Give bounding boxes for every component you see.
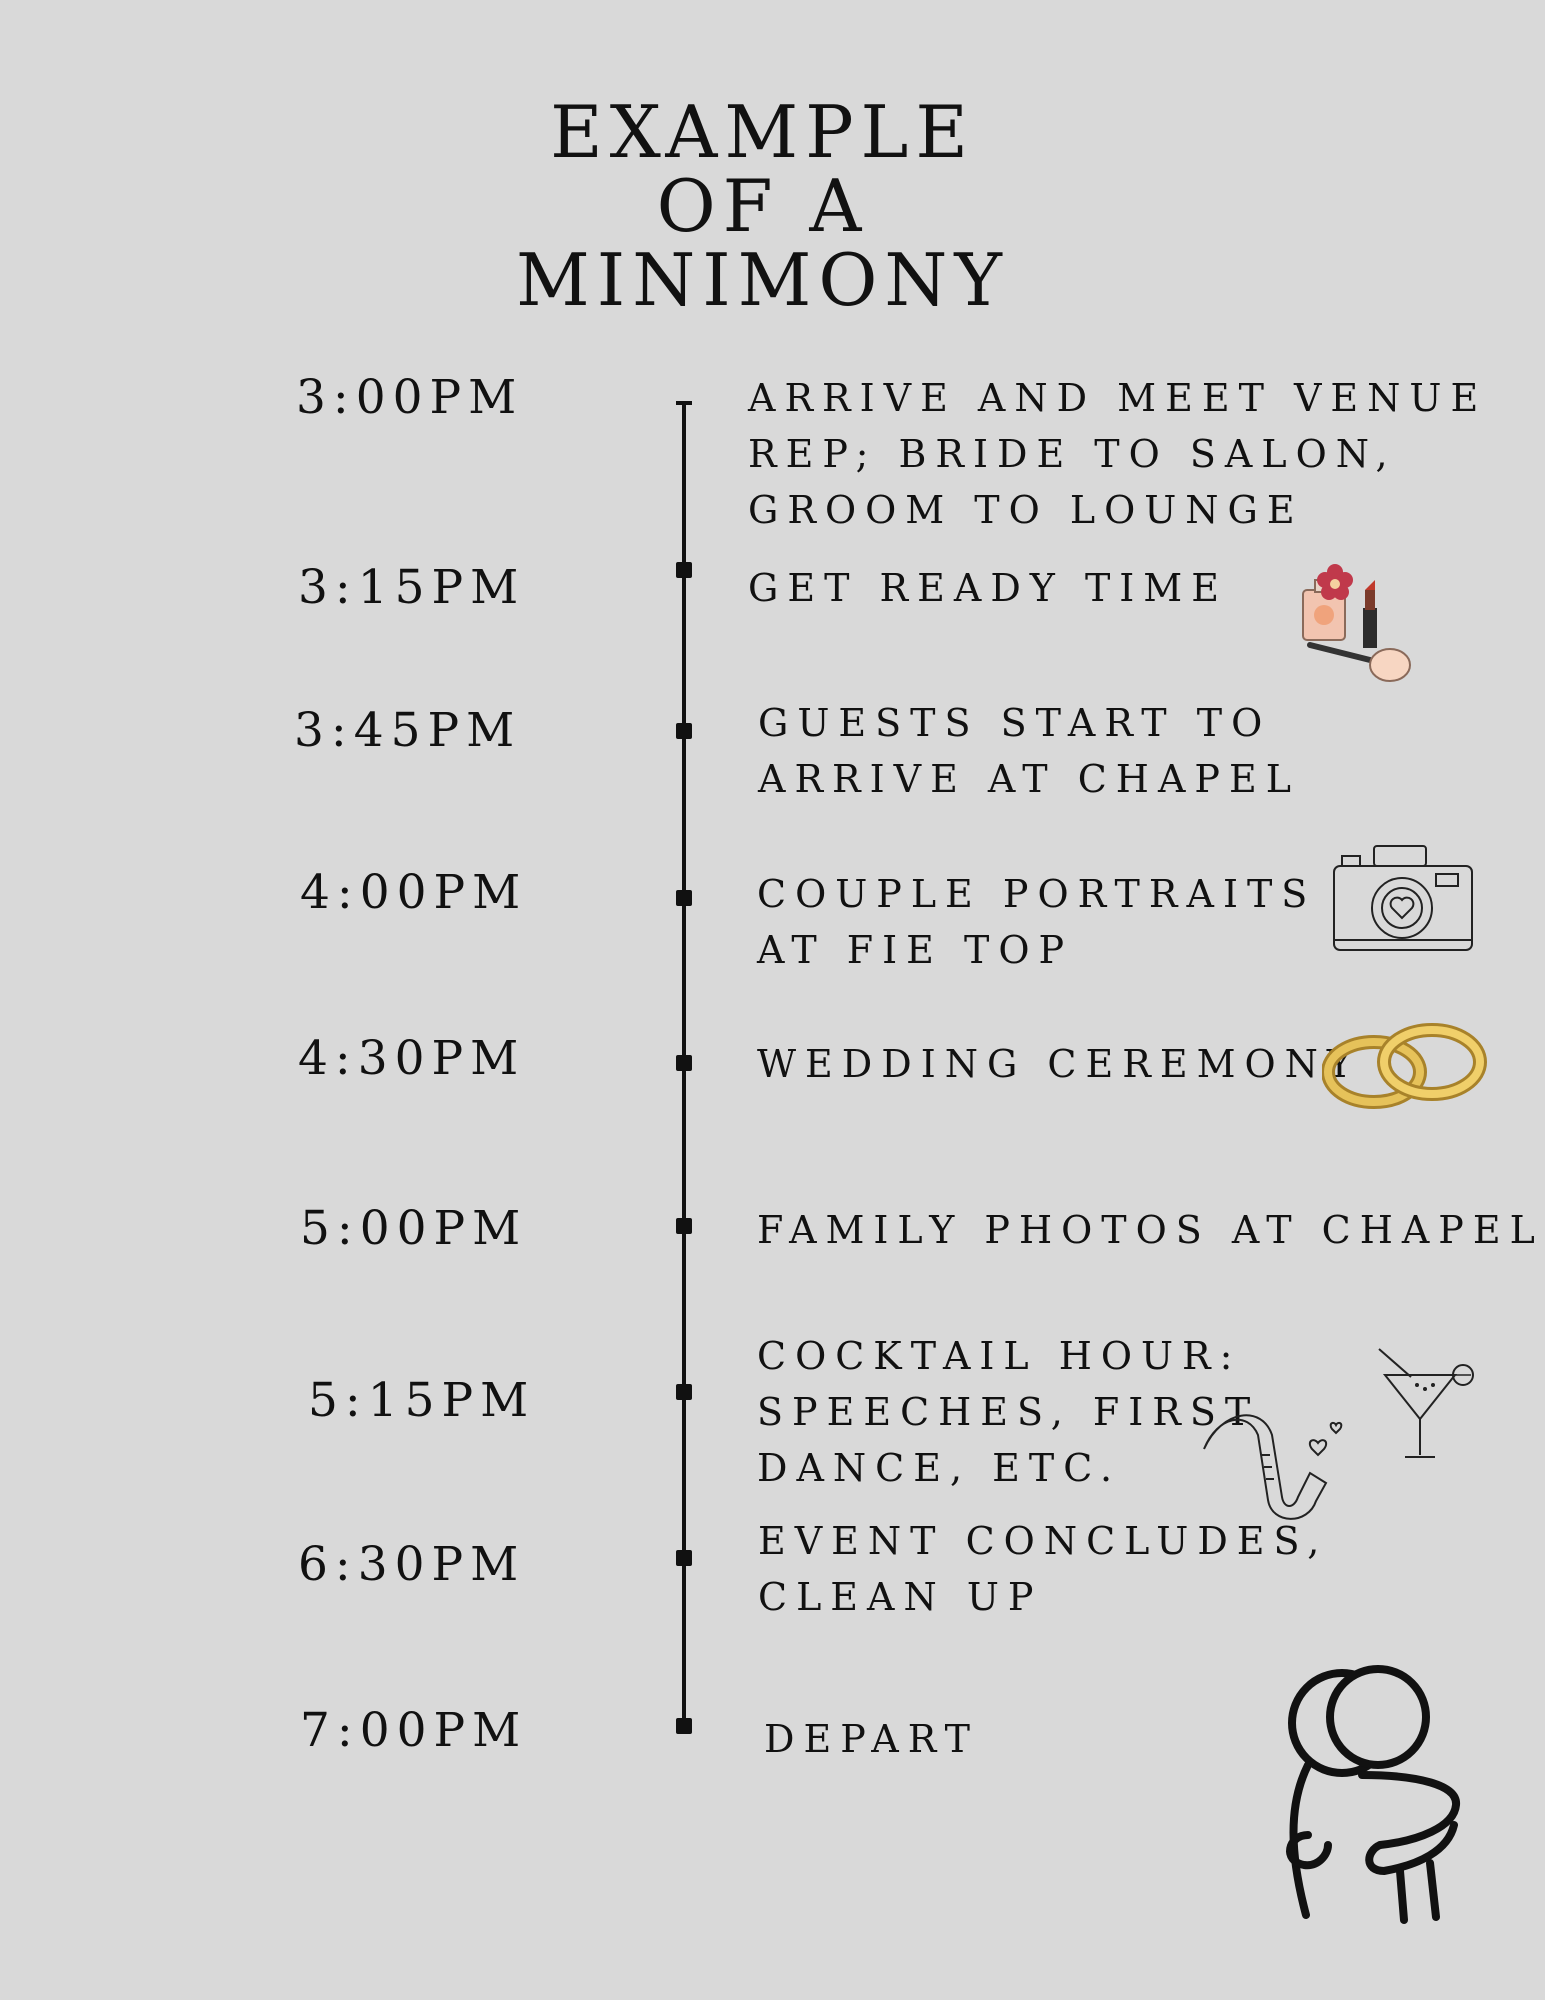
camera-icon (1332, 842, 1474, 954)
event-description (757, 1328, 1259, 1496)
event-line: COUPLE PORTRAITS (757, 872, 1317, 916)
timeline-node (676, 1550, 692, 1566)
event-line: CLEAN UP (758, 1575, 1043, 1619)
timeline-node (676, 1384, 692, 1400)
event-line: EVENT CONCLUDES, (758, 1519, 1329, 1563)
timeline-node (676, 890, 692, 906)
event-description (764, 1711, 979, 1767)
timeline-node (676, 562, 692, 578)
event-line: ARRIVE AT CHAPEL (758, 757, 1300, 801)
title-line-1: EXAMPLE (550, 90, 975, 174)
event-line: DANCE, ETC. (757, 1446, 1122, 1490)
title-line-2: OF A (656, 164, 869, 248)
event-description (757, 866, 1316, 978)
event-line: COCKTAIL HOUR: (757, 1334, 1242, 1378)
saxophone-icon (1198, 1405, 1353, 1535)
time-label: 6:30PM (298, 1537, 526, 1592)
time-label: 3:00PM (296, 370, 524, 425)
cocktail-icon (1375, 1345, 1475, 1465)
event-description (757, 1202, 1544, 1258)
timeline-node (676, 1218, 692, 1234)
time-label: 5:00PM (300, 1201, 528, 1256)
hugging-couple-icon (1268, 1665, 1468, 1925)
event-line: SPEECHES, FIRST (757, 1390, 1260, 1434)
timeline-start-cap (676, 401, 692, 405)
event-line: GET READY TIME (748, 566, 1228, 610)
event-line: WEDDING CEREMONY (757, 1042, 1361, 1086)
event-line: GROOM TO LOUNGE (748, 488, 1304, 532)
time-label: 4:00PM (300, 865, 528, 920)
timeline-node (676, 723, 692, 739)
event-line: GUESTS START TO (758, 701, 1272, 745)
timeline-node (676, 1718, 692, 1734)
event-line: FAMILY PHOTOS AT CHAPEL (757, 1208, 1544, 1252)
page-title (0, 90, 1525, 322)
time-label: 7:00PM (300, 1703, 528, 1758)
event-line: AT FIE TOP (757, 928, 1074, 972)
event-description (757, 1036, 1361, 1092)
event-description (748, 560, 1228, 616)
title-line-3: MINIMONY (516, 238, 1009, 322)
event-description (758, 695, 1300, 807)
wedding-rings-icon (1322, 1020, 1487, 1112)
time-label: 4:30PM (298, 1031, 526, 1086)
time-label: 5:15PM (308, 1373, 536, 1428)
makeup-icon (1295, 560, 1420, 690)
time-label: 3:45PM (294, 703, 522, 758)
time-label: 3:15PM (298, 560, 526, 615)
timeline-node (676, 1055, 692, 1071)
event-line: DEPART (764, 1717, 980, 1761)
event-line: ARRIVE AND MEET VENUE (748, 376, 1488, 420)
event-description (748, 370, 1487, 538)
event-line: REP; BRIDE TO SALON, (748, 432, 1397, 476)
